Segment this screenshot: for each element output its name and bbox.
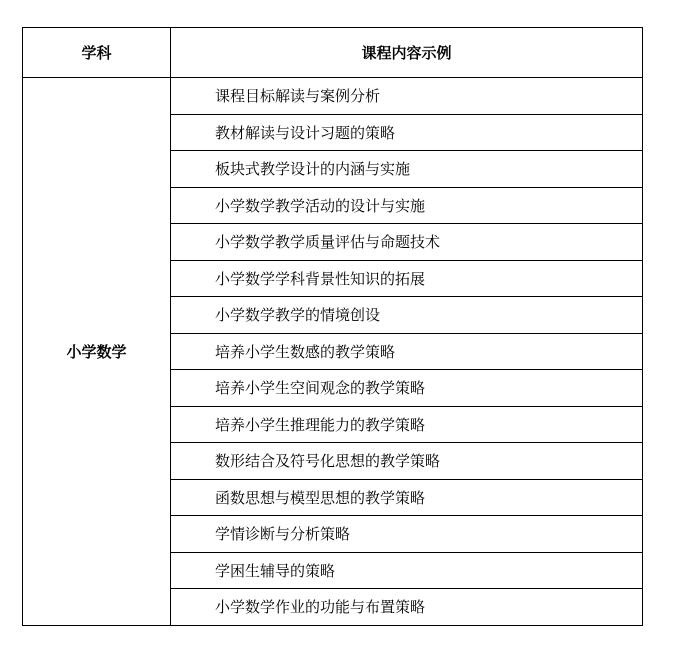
- course-content-table: [22, 27, 643, 626]
- content-item: 培养小学生空间观念的教学策略: [171, 370, 643, 407]
- content-item: 培养小学生推理能力的教学策略: [171, 406, 643, 443]
- subject-cell: 小学数学: [23, 78, 171, 626]
- content-item: 小学数学教学的情境创设: [171, 297, 643, 334]
- table-row: [23, 78, 643, 115]
- header-content-examples: 课程内容示例: [171, 28, 643, 78]
- content-item: 小学数学教学活动的设计与实施: [171, 187, 643, 224]
- content-item: 课程目标解读与案例分析: [171, 78, 643, 115]
- content-item: 教材解读与设计习题的策略: [171, 114, 643, 151]
- content-item: 小学数学作业的功能与布置策略: [171, 589, 643, 626]
- content-item: 学情诊断与分析策略: [171, 516, 643, 553]
- content-item: 学困生辅导的策略: [171, 552, 643, 589]
- content-item: 小学数学学科背景性知识的拓展: [171, 260, 643, 297]
- content-item: 函数思想与模型思想的教学策略: [171, 479, 643, 516]
- content-item: 数形结合及符号化思想的教学策略: [171, 443, 643, 480]
- content-item: 小学数学教学质量评估与命题技术: [171, 224, 643, 261]
- content-item: 培养小学生数感的教学策略: [171, 333, 643, 370]
- header-subject: 学科: [23, 28, 171, 78]
- table-header-row: [23, 28, 643, 78]
- content-item: 板块式教学设计的内涵与实施: [171, 151, 643, 188]
